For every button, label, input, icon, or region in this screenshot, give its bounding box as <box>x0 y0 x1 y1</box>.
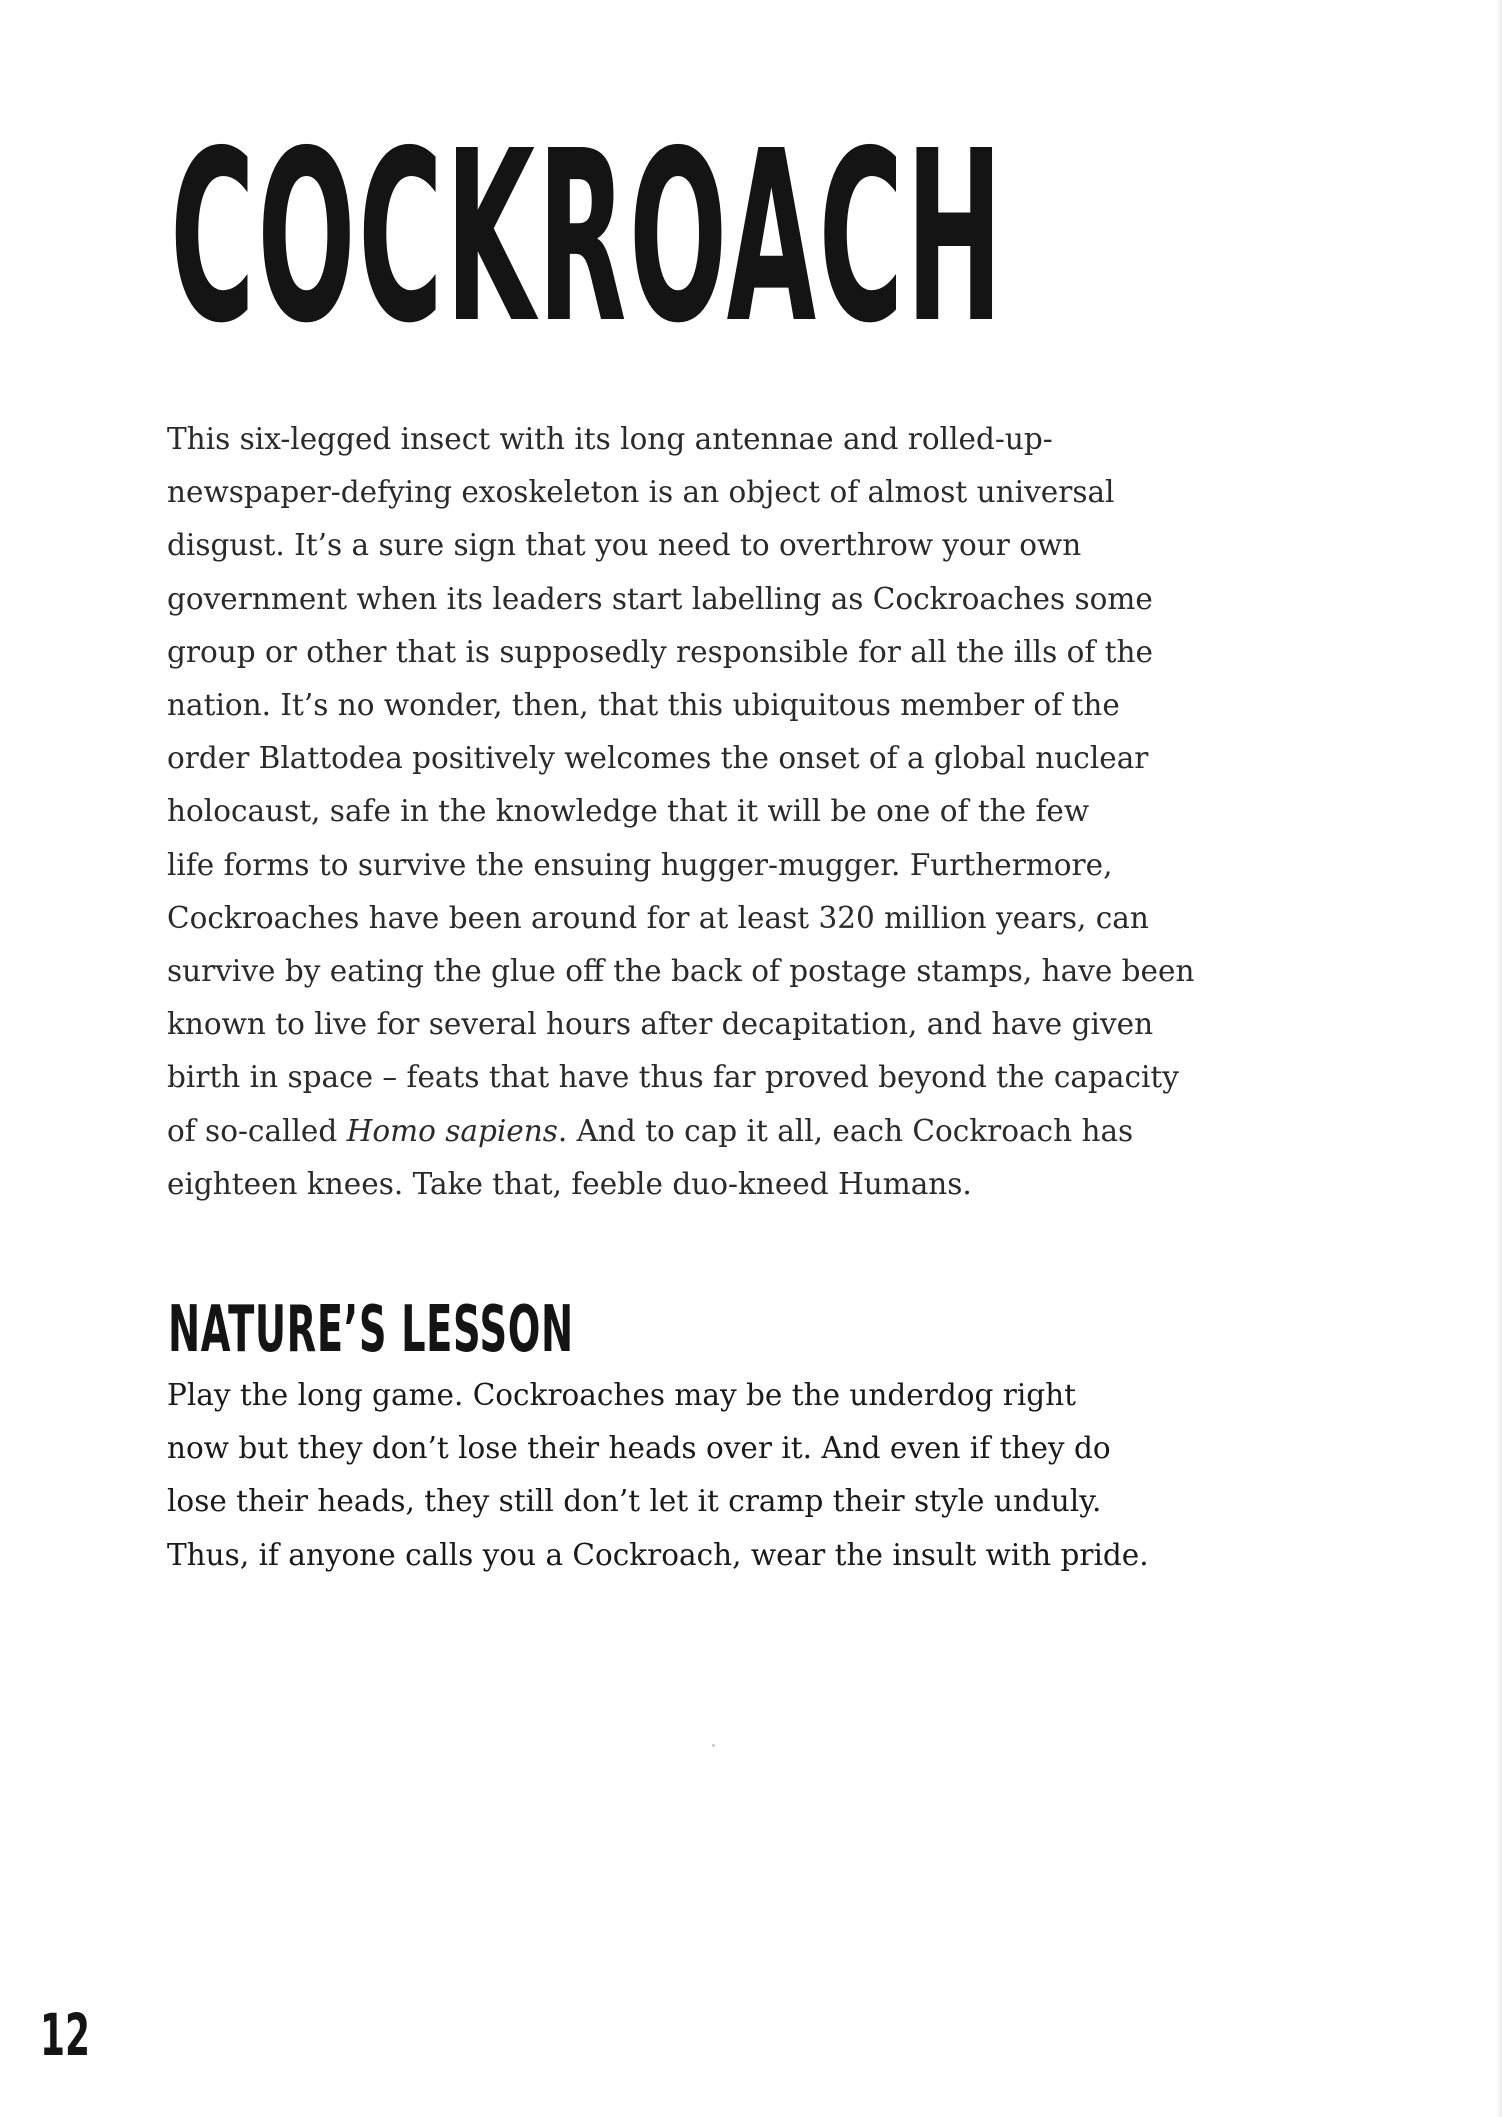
body-text-segment: . And to cap it all, each Cockroach has <box>557 1113 1134 1148</box>
lesson-paragraph <box>167 1369 1287 1582</box>
body-line <box>167 1105 1287 1158</box>
page-number: 12 <box>40 2001 91 2069</box>
body-line: disgust. It’s a sure sign that you need to overthrow your own <box>167 528 1082 563</box>
lesson-line: lose their heads, they still don’t let it cramp their style unduly. <box>167 1484 1102 1519</box>
lesson-line: now but they don’t lose their heads over it. And even if they do <box>167 1431 1111 1466</box>
body-line: survive by eating the glue off the back of postage stamps, have been <box>167 954 1195 989</box>
page-title: COCKROACH <box>170 100 1006 375</box>
body-line: life forms to survive the ensuing hugger-mugger. Furthermore, <box>167 847 1113 882</box>
paper-speck <box>712 1744 715 1747</box>
body-line: holocaust, safe in the knowledge that it will be one of the few <box>167 794 1090 829</box>
lesson-line: Thus, if anyone calls you a Cockroach, wear the insult with pride. <box>167 1537 1149 1572</box>
lesson-line: Play the long game. Cockroaches may be the underdog right <box>167 1378 1077 1412</box>
body-line: eighteen knees. Take that, feeble duo-kneed Humans. <box>167 1166 972 1201</box>
body-line: order Blattodea positively welcomes the onset of a global nuclear <box>167 741 1149 776</box>
body-line: known to live for several hours after decapitation, and have given <box>167 1007 1154 1042</box>
italic-species-name: Homo sapiens <box>346 1113 558 1148</box>
page-edge-shadow <box>1496 0 1502 2117</box>
body-line: group or other that is supposedly responsible for all the ills of the <box>167 634 1153 669</box>
body-line: This six-legged insect with its long antennae and rolled-up- <box>167 422 1053 456</box>
body-line: nation. It’s no wonder, then, that this ubiquitous member of the <box>167 688 1120 723</box>
body-line: Cockroaches have been around for at least 320 million years, can <box>167 900 1149 935</box>
body-text-segment: of so-called <box>167 1113 347 1148</box>
body-line: birth in space – feats that have thus far proved beyond the capacity <box>167 1060 1179 1095</box>
section-heading: NATURE’S LESSON <box>168 1293 574 1367</box>
body-line: government when its leaders start labelling as Cockroaches some <box>167 581 1153 616</box>
body-paragraph <box>167 413 1287 1211</box>
body-line: newspaper-defying exoskeleton is an object of almost universal <box>167 475 1115 510</box>
